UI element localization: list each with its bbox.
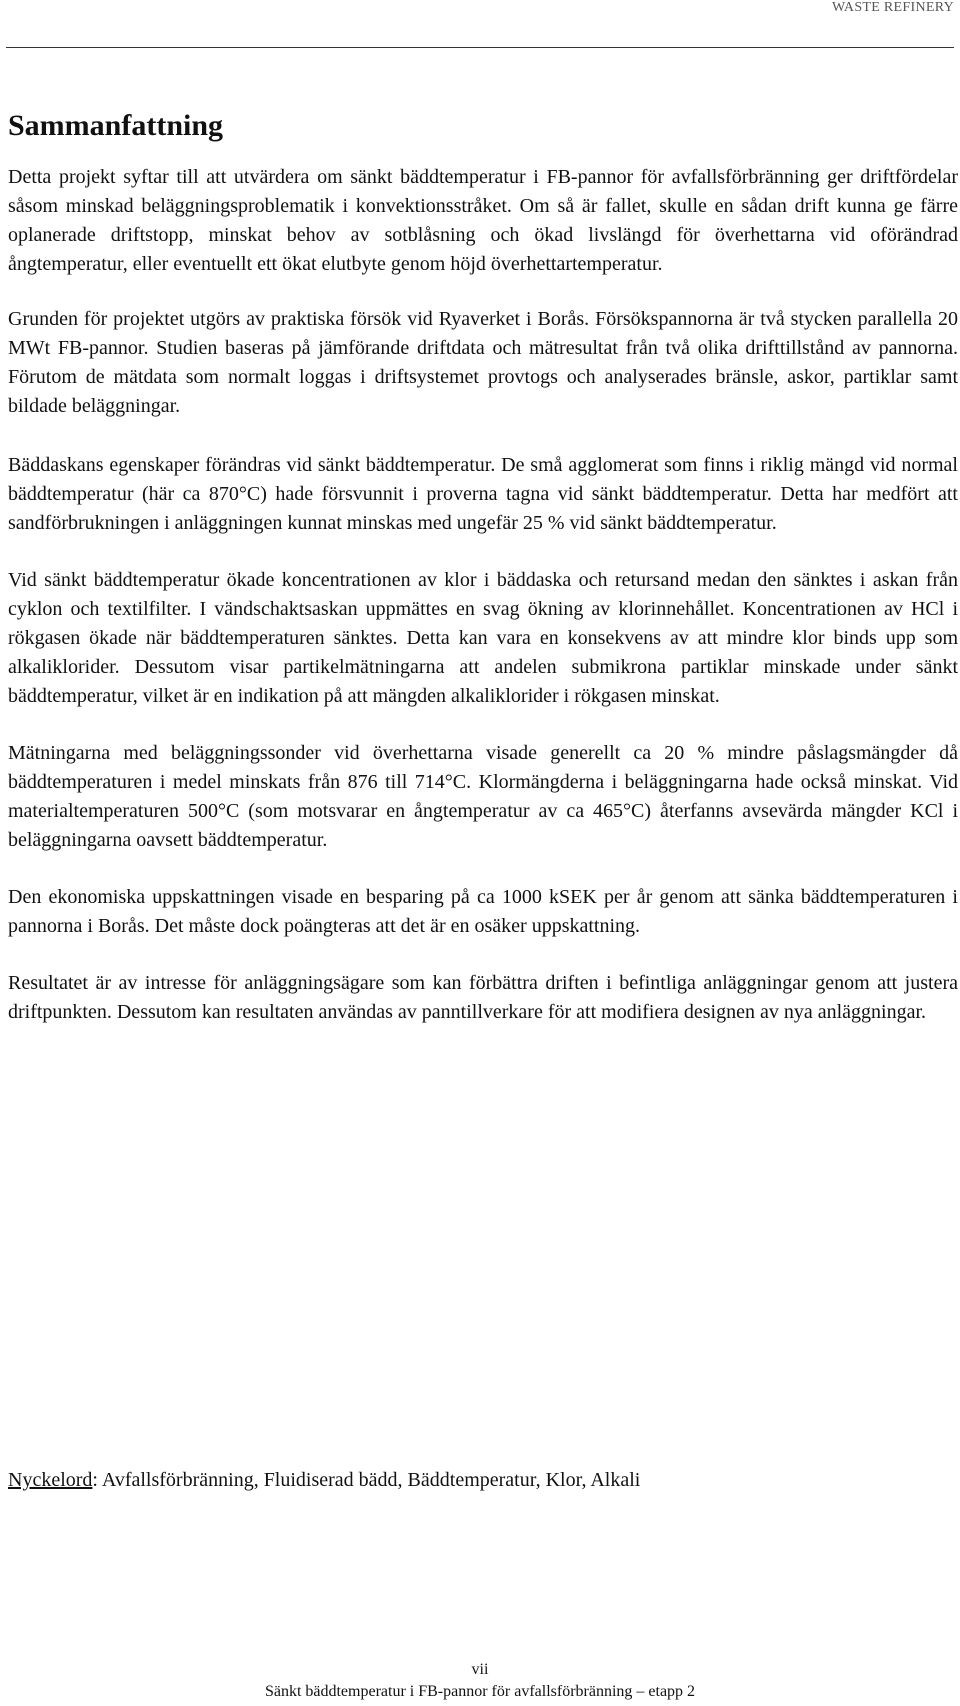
keywords-list: Avfallsförbränning, Fluidiserad bädd, Bäddtemperatur, Klor, Alkali — [97, 1469, 641, 1491]
header-divider — [6, 47, 954, 48]
footer-title: Sänkt bäddtemperatur i FB-pannor för avfallsförbränning – etapp 2 — [264, 1683, 696, 1700]
running-header: WASTE REFINERY — [831, 0, 954, 15]
keywords-separator: : — [92, 1469, 98, 1491]
page-number: vii — [471, 1661, 489, 1678]
paragraph-basis: Grunden för projektet utgörs av praktiska försök vid Ryaverket i Borås. Försökspannorna är två stycken parallella 20 MWt FB-pannor. Studien baseras på jämförande driftdata och mätresultat från två olika drifttillstånd av pannorna. Förutom de mätdata som normalt loggas i driftsystemet provtogs och analyserades bränsle, askor, partiklar samt bildade beläggningar. — [8, 308, 958, 417]
paragraph-bed-ash: Bäddaskans egenskaper förändras vid sänkt bäddtemperatur. De små agglomerat som finns i riklig mängd vid normal bäddtemperatur (här ca 870°C) hade försvunnit i proverna tagna vid sänkt bäddtemperatur. Detta har medfört att sandförbrukningen i anläggningen kunnat minskas med ungefär 25 % vid sänkt bäddtemperatur. — [8, 454, 958, 534]
section-title: Sammanfattning — [8, 109, 224, 142]
summary-body — [8, 163, 958, 1055]
keywords-label: Nyckelord — [8, 1469, 93, 1491]
keywords-line — [8, 1466, 640, 1494]
paragraph-result-interest: Resultatet är av intresse för anläggningsägare som kan förbättra driften i befintliga anläggningar genom att justera driftpunkten. Dessutom kan resultaten användas av panntillverkare för att modifiera designen av nya anläggningar. — [8, 972, 958, 1023]
paragraph-purpose: Detta projekt syftar till att utvärdera om sänkt bäddtemperatur i FB-pannor för avfallsförbränning ger driftfördelar såsom minskad beläggningsproblematik i konvektionsstråket. Om så är fallet, skulle en sådan drift kunna ge färre oplanerade driftstopp, minskat behov av sotblåsning och ökad livslängd för överhettarna vid oförändrad ångtemperatur, eller eventuellt ett ökat elutbyte genom höjd överhettartemperatur. — [8, 166, 958, 275]
paragraph-economics: Den ekonomiska uppskattningen visade en besparing på ca 1000 kSEK per år genom att sänka bäddtemperaturen i pannorna i Borås. Det måste dock poängteras att det är en osäker uppskattning. — [8, 886, 958, 937]
paragraph-deposit-probes: Mätningarna med beläggningssonder vid överhettarna visade generellt ca 20 % mindre påslagsmängder då bäddtemperaturen i medel minskats från 876 till 714°C. Klormängderna i beläggningarna hade också minskat. Vid materialtemperaturen 500°C (som motsvarar en ångtemperatur av ca 465°C) återfanns avsevärda mängder KCl i beläggningarna oavsett bäddtemperatur. — [8, 742, 958, 851]
paragraph-chlorine: Vid sänkt bäddtemperatur ökade koncentrationen av klor i bäddaska och retursand medan den sänktes i askan från cyklon och textilfilter. I vändschaktsaskan uppmättes en svag ökning av klorinnehållet. Koncentrationen av HCl i rökgasen ökade när bäddtemperaturen sänktes. Detta kan vara en konsekvens av att mindre klor binds upp som alkaliklorider. Dessutom visar partikelmätningarna att andelen submikrona partiklar minskade under sänkt bäddtemperatur, vilket är en indikation på att mängden alkaliklorider i rökgasen minskat. — [8, 569, 958, 707]
